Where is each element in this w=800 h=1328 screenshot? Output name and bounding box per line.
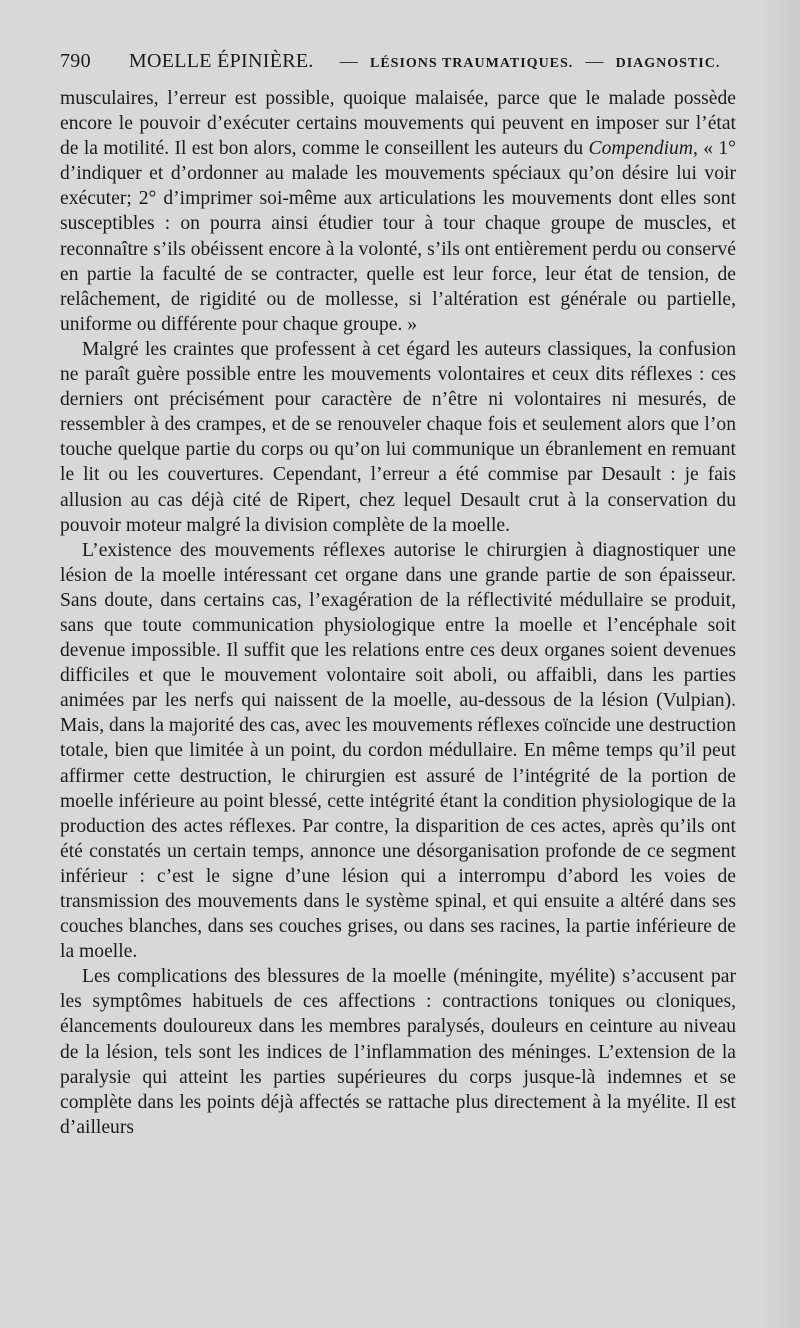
- paragraph-text: musculaires, l’erreur est possible, quoique malaisée, parce que le malade possède encore le pouvoir d’exécuter certains mouvements qui peuvent en imposer sur l’état de la motilité. Il est bon alors, comme le conseillent les auteurs du: [60, 88, 736, 160]
- paragraph: L’existence des mouvements réflexes autorise le chirurgien à diagnostiquer une lésion de la moelle intéressant cet organe dans une grande partie de son épaisseur. Sans doute, dans certains cas, l’exagération de la réflectivité médullaire se produit, sans que toute communication physiologique entre la moelle et l’encéphale soit devenue impossible. Il suffit que les relations entre ces deux organes soient devenues difficiles et que le mouvement volontaire soit aboli, ou affaibli, dans les parties animées par les nerfs qui naissent de la moelle, au-dessous de la lésion (Vulpian). Mais, dans la majorité des cas, avec les mouvements réflexes coïncide une destruction totale, bien que limitée à un point, du cordon médullaire. En même temps qu’il peut affirmer cette destruction, le chirurgien est assuré de l’intégrité de la portion de moelle inférieure au point blessé, cette intégrité étant la condition physiologique de la production des actes réflexes. Par contre, la disparition de ces actes, après qu’ils ont été constatés un certain temps, annonce une désorganisation profonde de ce segment inférieur : c’est le signe d’une lésion qui a interrompu d’abord les voies de transmission des mouvements dans le système spinal, et qui ensuite a altéré dans ses couches blanches, dans ses couches grises, ou dans ses racines, la partie inférieure de la moelle.: [60, 539, 736, 963]
- running-subsection: DIAGNOSTIC.: [615, 56, 721, 71]
- paragraph-text: , « 1° d’indiquer et d’ordonner au malade les mouvements spéciaux qu’on désire lui voir exécuter; 2° d’imprimer soi-même aux articulations les mouvements dont elles sont susceptibles : on pourra ainsi étudier tour à tour chaque groupe de muscles, et reconnaître s’ils obéissent encore à la volonté, s’ils ont entièrement perdu ou conservé en partie la faculté de se contracter, quelle est leur force, leur état de tension, de relâchement, de rigidité ou de mollesse, si l’altération est générale ou partielle, uniforme ou différente pour chaque groupe. »: [60, 138, 737, 335]
- running-section: LÉSIONS TRAUMATIQUES.: [370, 56, 574, 71]
- paragraph: Les complications des blessures de la moelle (méningite, myélite) s’accusent par les symptômes habituels de ces affections : contractions toniques ou cloniques, élancements douloureux dans les membres paralysés, douleurs en ceinture au niveau de la lésion, tels sont les indices de l’inflammation des méninges. L’extension de la paralysie qui atteint les parties supérieures du corps jusque-là indemnes et se complète dans les points déjà affectés se rattache plus directement à la myélite. Il est d’ailleurs: [60, 966, 736, 1138]
- paragraph: Malgré les craintes que professent à cet égard les auteurs classiques, la confusion ne paraît guère possible entre les mouvements volontaires et ceux dits réflexes : ces derniers ont précisément pour caractère de n’être ni volontaires ni mesurés, de ressembler à des crampes, et de se renouveler chaque fois et seulement alors que l’on touche quelque partie du corps ou qu’on lui communique un ébranlement en remuant le lit ou les couvertures. Cependant, l’erreur a été commise par Desault : je fais allusion au cas déjà cité de Ripert, chez lequel Desault crut à la conservation du pouvoir moteur malgré la division complète de la moelle.: [60, 338, 736, 536]
- header-dash: —: [585, 51, 604, 71]
- emphasized-title: Compendium: [588, 138, 694, 160]
- header-dash: —: [339, 51, 358, 71]
- running-header: [60, 50, 740, 73]
- page-number: 790: [60, 50, 91, 72]
- running-title: MOELLE ÉPINIÈRE.: [128, 50, 314, 72]
- paragraph: [60, 86, 736, 337]
- page-body: [60, 86, 736, 1140]
- scan-edge-shadow: [760, 0, 800, 1328]
